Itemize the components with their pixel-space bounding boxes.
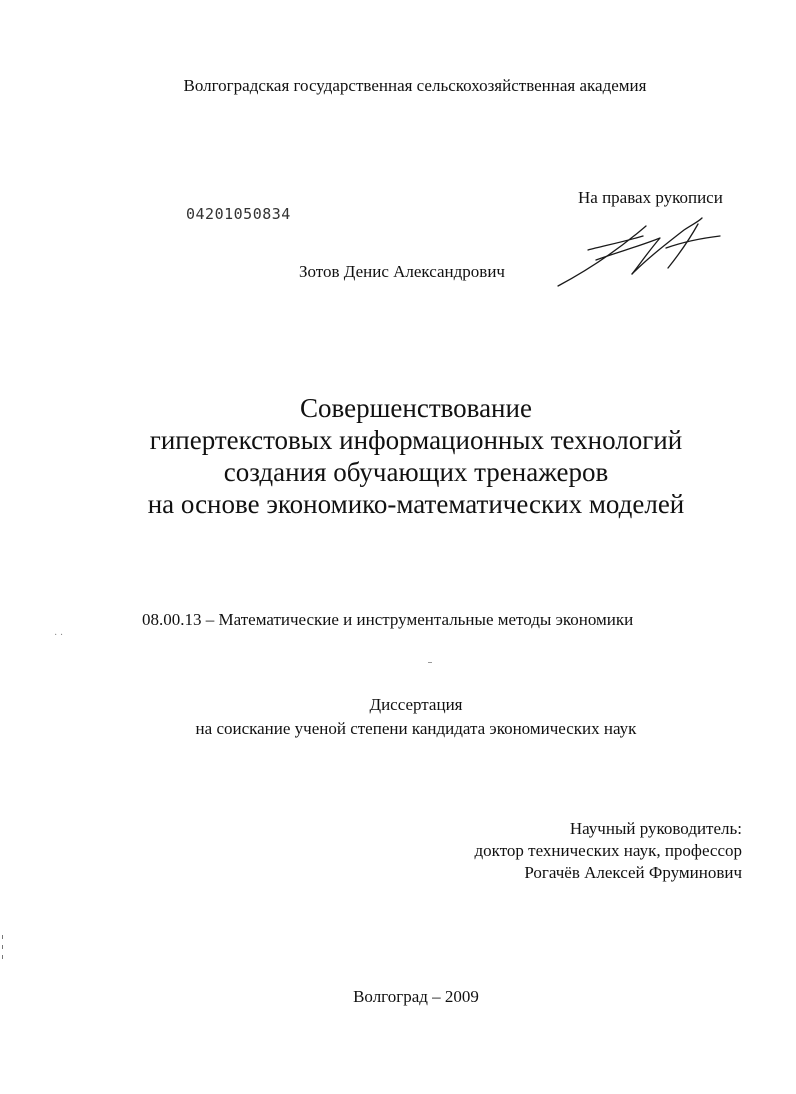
inventory-number: 04201050834 <box>186 205 291 223</box>
scan-speck <box>428 662 432 663</box>
supervisor-credentials: доктор технических наук, профессор <box>474 841 742 860</box>
scan-speck: · · <box>54 630 64 641</box>
scan-edge-mark <box>2 935 4 967</box>
title-line: создания обучающих тренажеров <box>223 457 609 487</box>
supervisor-label: Научный руководитель: <box>569 819 742 838</box>
supervisor-name: Рогачёв Алексей Фруминович <box>524 863 742 882</box>
dissertation-type <box>0 693 796 741</box>
title-line: гипертекстовых информационных технологий <box>149 425 683 455</box>
supervisor-block <box>475 818 742 884</box>
handwritten-signature <box>548 212 728 292</box>
dissertation-label: Диссертация <box>369 695 463 714</box>
degree-statement: на соискание ученой степени кандидата экономических наук <box>195 719 637 738</box>
author-name: Зотов Денис Александрович <box>299 262 505 281</box>
title-line: Совершенствование <box>300 393 532 423</box>
city-year: Волгоград – 2009 <box>353 987 479 1006</box>
rights-note: На правах рукописи <box>578 188 723 207</box>
dissertation-title <box>0 392 796 520</box>
title-line: на основе экономико-математических моделей <box>147 489 685 519</box>
specialty-code: 08.00.13 – Математические и инструментальные методы экономики <box>142 610 634 629</box>
institution-name: Волгоградская государственная сельскохозяйственная академия <box>183 76 647 95</box>
